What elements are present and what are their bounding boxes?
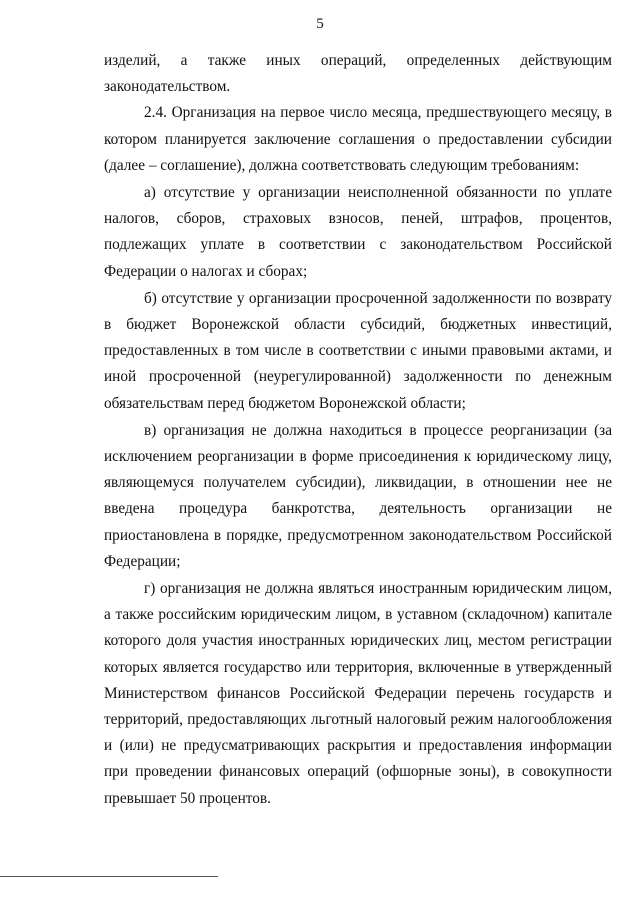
paragraph-item-a: а) отсутствие у организации неисполненной обязанности по уплате налогов, сборов, страховых взносов, пеней, штрафов, процентов, подлежащих уплате в соответствии с законодательством Российской Федерации о налогах и сборах; [104, 184, 612, 280]
page-number: 5 [316, 16, 324, 32]
paragraph-continuation: изделий, а также иных операций, определенных действующим законодательством. [104, 52, 612, 96]
paragraph-item-v: в) организация не должна находиться в процессе реорганизации (за исключением реорганизации в форме присоединения к юридическому лицу, являющемуся получателем субсидии), ликвидации, в отношении нее не введена процедура банкротства, деятельность организации не приостановлена в порядке, предусмотренном законодательством Российской Федерации; [104, 421, 612, 570]
footer-divider [0, 876, 218, 877]
paragraph-item-g: г) организация не должна являться иностранным юридическим лицом, а также российским юридическим лицом, в уставном (складочном) капитале которого доля участия иностранных юридических лиц, местом регистрации которых является государство или территория, включенные в утвержденный Министерством финансов Российской Федерации перечень государств и территорий, предоставляющих льготный налоговый режим налогообложения и (или) не предусматривающих раскрытия и предоставления информации при проведении финансовых операций (офшорные зоны), в совокупности превышает 50 процентов. [104, 580, 612, 807]
paragraph-item-b: б) отсутствие у организации просроченной задолженности по возврату в бюджет Воронежской области субсидий, бюджетных инвестиций, предоставленных в том числе в соответствии с иными правовыми актами, и иной просроченной (неурегулированной) задолженности по денежным обязательствам перед бюджетом Воронежской области; [104, 289, 612, 412]
paragraph-section-2-4: 2.4. Организация на первое число месяца, предшествующего месяцу, в котором планируется заключение соглашения о предоставлении субсидии (далее – соглашение), должна соответствовать следующим требованиям: [104, 104, 612, 174]
document-body [104, 48, 612, 812]
